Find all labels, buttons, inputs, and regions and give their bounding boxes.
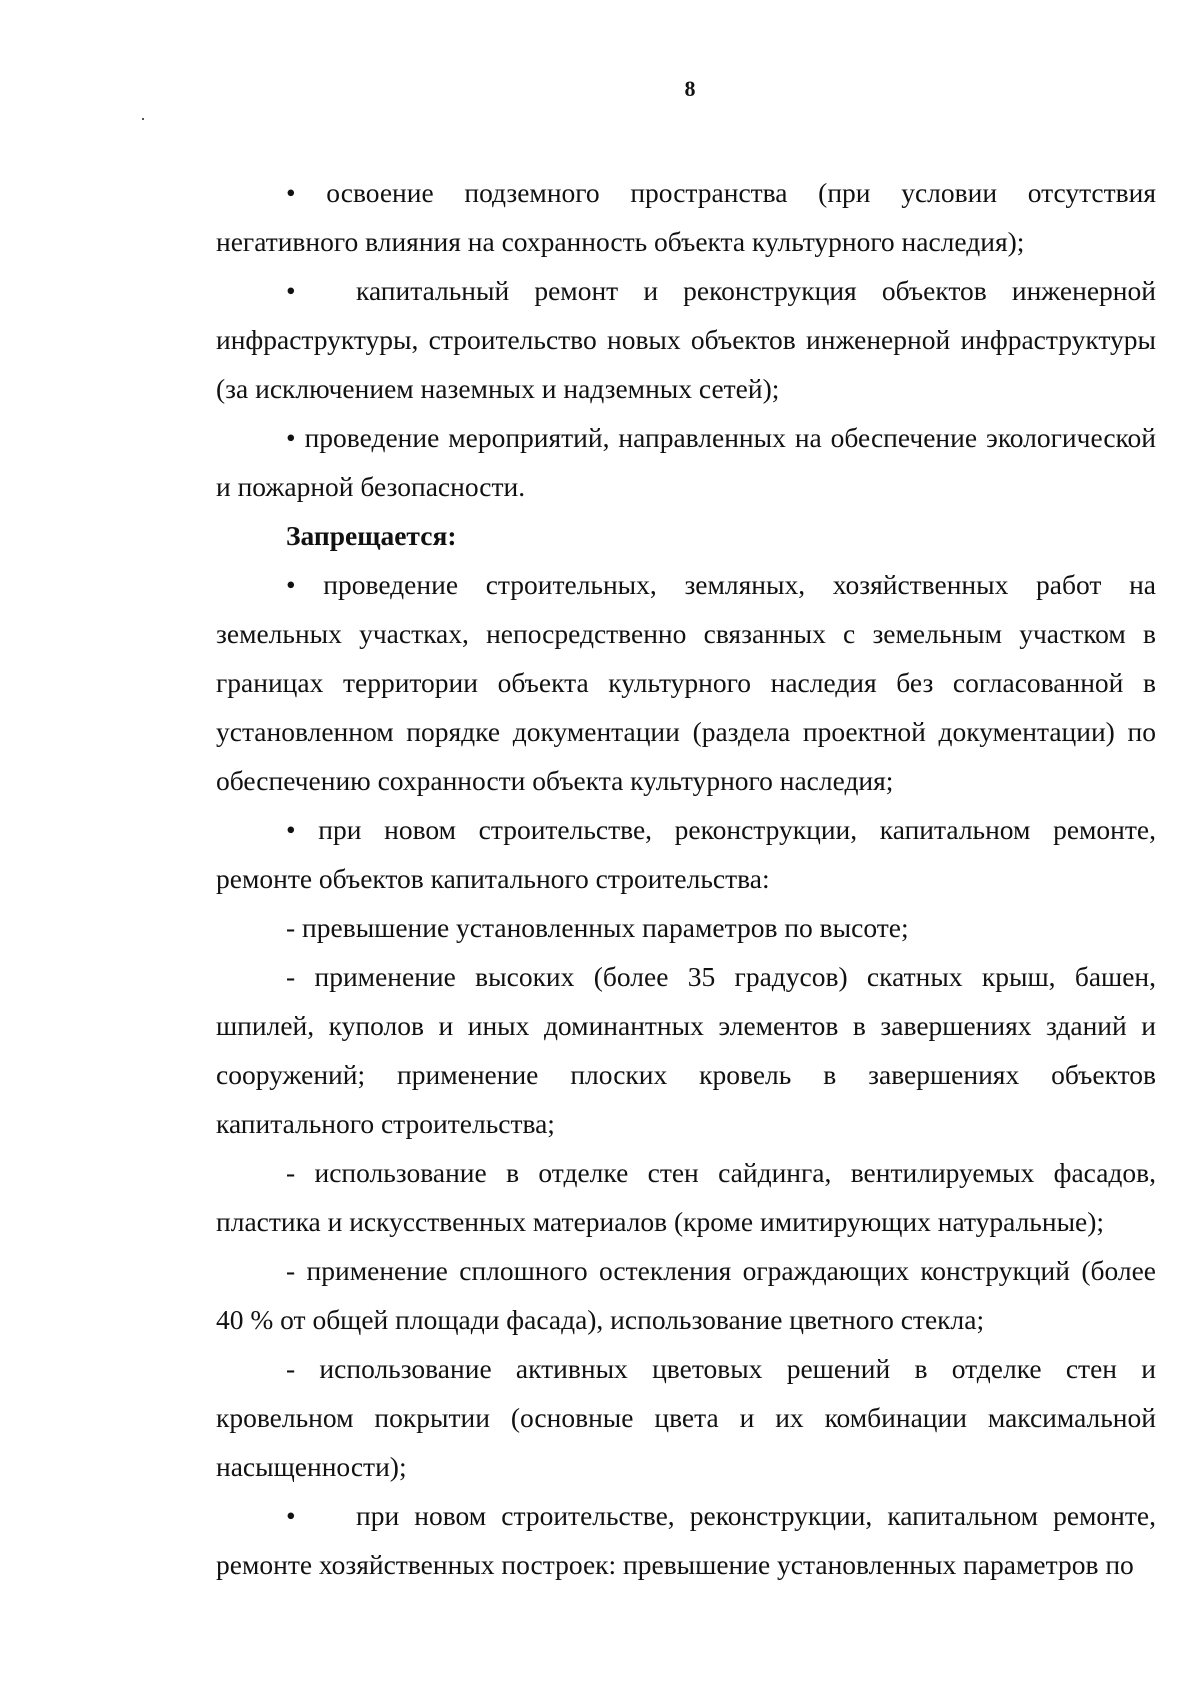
paragraph-safety-measures: • проведение мероприятий, направленных на обеспечение экологической и пожарной безопасности.: [216, 422, 1156, 502]
bullet-marker: •: [286, 1500, 296, 1531]
dash-item-roofs: - применение высоких (более 35 градусов) скатных крыш, башен, шпилей, куполов и иных доминантных элементов в завершениях зданий и сооружений; применение плоских кровель в завершениях объектов капитального строительства;: [216, 961, 1156, 1139]
paragraph-new-construction: • при новом строительстве, реконструкции, капитальном ремонте, ремонте объектов капитального строительства:: [216, 814, 1156, 894]
paragraph-construction-works: • проведение строительных, земляных, хозяйственных работ на земельных участках, непосредственно связанных с земельным участком в границах территории объекта культурного наследия без согласованной в установленном порядке документации (раздела проектной документации) по обеспечению сохранности объекта культурного наследия;: [216, 569, 1156, 796]
dash-item-colors: - использование активных цветовых решений в отделке стен и кровельном покрытии (основные цвета и их комбинации максимальной насыщенности);: [216, 1353, 1156, 1482]
paragraph-text: при новом строительстве, реконструкции, капитальном ремонте, ремонте хозяйственных построек: превышение установленных параметров по: [216, 1500, 1156, 1580]
dash-item-height: - превышение установленных параметров по высоте;: [286, 912, 909, 943]
page-number: 8: [684, 76, 696, 101]
bullet-marker: •: [286, 275, 296, 306]
paragraph-outbuildings: [216, 1491, 1156, 1589]
dash-item-glazing: - применение сплошного остекления ограждающих конструкций (более 40 % от общей площади фасада), использование цветного стекла;: [216, 1255, 1156, 1335]
paragraph-text: капитальный ремонт и реконструкция объектов инженерной инфраструктуры, строительство новых объектов инженерной инфраструктуры (за исключением наземных и надземных сетей);: [216, 275, 1156, 404]
scan-speck: [142, 118, 144, 120]
document-body: [216, 168, 1156, 1589]
section-heading-prohibited: Запрещается:: [286, 520, 457, 551]
dash-item-siding: - использование в отделке стен сайдинга, вентилируемых фасадов, пластика и искусственных материалов (кроме имитирующих натуральные);: [216, 1157, 1156, 1237]
paragraph-underground-space: • освоение подземного пространства (при условии отсутствия негативного влияния на сохранность объекта культурного наследия);: [216, 177, 1156, 257]
paragraph-engineering-infrastructure: [216, 266, 1156, 413]
